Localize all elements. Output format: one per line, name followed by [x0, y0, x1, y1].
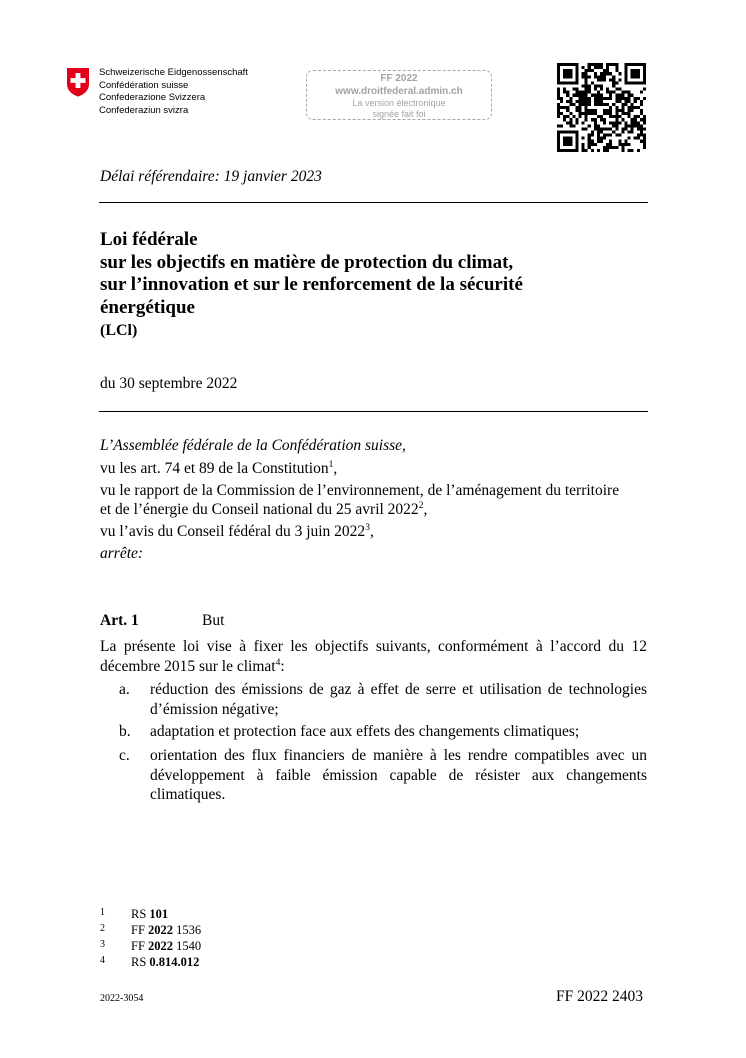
title-line: sur les objectifs en matière de protection du climat, — [100, 251, 514, 273]
footnote-ref: 2 — [418, 501, 424, 511]
decree-line: arrête: — [100, 545, 144, 562]
assembly-line: L’Assemblée fédérale de la Confédération suisse, — [100, 437, 406, 454]
law-abbreviation: (LCl) — [100, 322, 138, 339]
footnote-bold: 2022 — [148, 939, 174, 953]
article-intro-punct: : — [280, 657, 285, 675]
item-text: adaptation et protection face aux effets des changements climatiques; — [150, 723, 580, 740]
footnote-rest: 1536 — [176, 923, 202, 937]
stamp-line: signée fait foi — [372, 109, 426, 119]
footnote-rest: 1540 — [176, 939, 202, 953]
title-line: énergétique — [100, 296, 195, 318]
footnote-number: 2 — [100, 923, 105, 934]
referendum-deadline: Délai référendaire: 19 janvier 2023 — [100, 168, 322, 185]
title-rule — [99, 411, 648, 412]
preamble-punct: , — [423, 501, 428, 518]
title-line: sur l’innovation et sur le renforcement de la sécurité — [100, 274, 523, 295]
confederation-names — [99, 67, 248, 117]
footnote-ref: 1 — [328, 460, 334, 470]
name-line: Confederazione Svizzera — [99, 92, 206, 103]
article-title: But — [202, 612, 225, 629]
footnote-number: 4 — [100, 955, 105, 966]
footnote — [100, 923, 201, 939]
title-line: Loi fédérale — [100, 229, 198, 250]
footnote — [100, 955, 201, 971]
footnote-prefix: FF — [131, 923, 145, 937]
item-letter: b. — [119, 723, 131, 740]
stamp-line: FF 2022 — [380, 73, 418, 84]
header-rule — [99, 202, 648, 203]
preamble-line: vu le rapport de la Commission de l’environnement, de l’aménagement du territoire — [100, 482, 620, 499]
list-item — [119, 722, 647, 742]
name-line: Confédération suisse — [99, 79, 189, 91]
article-number: Art. 1 — [100, 612, 139, 629]
law-title — [100, 229, 660, 319]
item-text: réduction des émissions de gaz à effet de serre et utilisation de technologies d’émission négative; — [150, 681, 647, 718]
name-line: Schweizerische Eidgenossenschaft — [99, 67, 248, 78]
preamble-punct: , — [369, 523, 374, 540]
preamble-text: et de l’énergie du Conseil national du 25 avril 2022 — [100, 501, 419, 518]
preamble-line — [100, 459, 648, 481]
footnote-prefix: RS — [131, 907, 147, 921]
footnote-bold: 101 — [149, 907, 169, 921]
item-letter: c. — [119, 747, 130, 764]
footnote-ref: 3 — [365, 523, 370, 533]
preamble-line — [100, 522, 648, 544]
preamble-text: vu l’avis du Conseil fédéral du 3 juin 2022 — [100, 523, 366, 540]
item-letter: a. — [119, 681, 130, 698]
footnote-prefix: FF — [131, 939, 145, 953]
article-intro — [100, 637, 647, 679]
footnote-prefix: RS — [131, 955, 147, 969]
footnote — [100, 939, 201, 955]
preamble-text: vu les art. 74 et 89 de la Constitution — [100, 460, 329, 477]
swiss-cross-shield-icon — [66, 67, 90, 97]
list-item — [119, 680, 647, 719]
footnote — [100, 907, 201, 923]
footnote-ref: 4 — [275, 657, 281, 668]
footnote-bold: 2022 — [148, 923, 174, 937]
footnote-bold: 0.814.012 — [149, 955, 200, 969]
name-line: Confederaziun svizra — [99, 104, 189, 116]
preamble — [100, 436, 648, 563]
preamble-line — [100, 500, 648, 522]
list-item — [119, 746, 647, 805]
footnote-number: 3 — [100, 939, 105, 950]
item-text: orientation des flux financiers de manière à les rendre compatibles avec un développement à faible émission capable de résister aux changements climatiques. — [150, 747, 647, 803]
qr-code-icon — [557, 63, 646, 152]
footnote-number: 1 — [100, 907, 105, 918]
electronic-signature-stamp — [306, 70, 492, 120]
law-date: du 30 septembre 2022 — [100, 375, 238, 392]
stamp-line: La version électronique — [352, 98, 446, 108]
stamp-url: www.droitfederal.admin.ch — [335, 86, 463, 97]
article-heading — [100, 612, 224, 630]
preamble-punct: , — [333, 460, 338, 477]
footnotes — [100, 907, 201, 971]
document-id: 2022-3054 — [100, 993, 144, 1004]
page-reference: FF 2022 2403 — [556, 988, 643, 1005]
article-intro-text: La présente loi vise à fixer les objectifs suivants, conformément à l’accord du 12 décembre 2015 sur le climat — [100, 638, 647, 675]
